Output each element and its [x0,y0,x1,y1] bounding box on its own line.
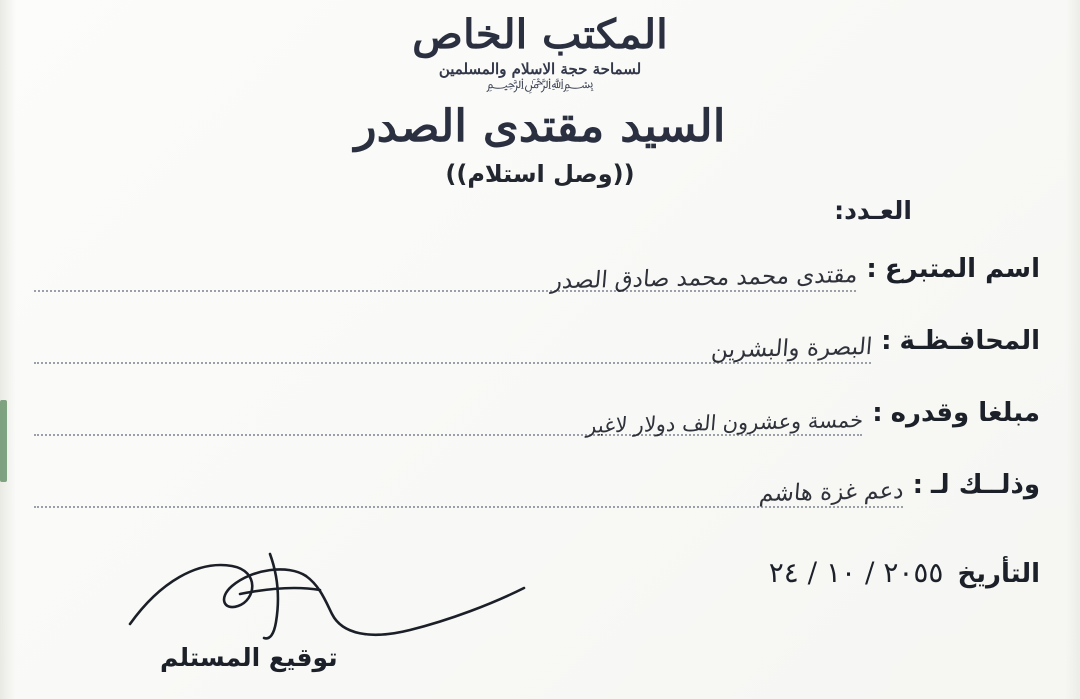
letterhead [0,11,1080,189]
field-value-governorate: البصرة والبشرين [710,333,874,364]
field-colon-donor-name: : [866,254,877,284]
field-row-governorate [0,324,1080,396]
field-label-governorate: المحافـظـة [899,326,1040,356]
field-label-amount: مبلغا وقدره [890,398,1040,428]
field-row-donor-name [0,252,1080,324]
field-value-amount: خمسة وعشرون الف دولار لاغير [585,407,865,438]
document-number-label: العـدد: [834,196,912,225]
field-label-donor-name: اسم المتبرع [884,254,1040,284]
field-colon-purpose: : [912,470,924,500]
field-row-amount [0,396,1080,468]
letterhead-line-2: لسماحة حجة الاسلام والمسلمين [438,60,642,78]
fields-list [0,252,1080,540]
field-row-purpose [0,468,1080,540]
field-fill-governorate [34,324,874,370]
field-colon-governorate: : [881,326,892,356]
field-fill-purpose [34,468,903,514]
document-type-title: ((وصل استلام)) [445,160,635,189]
date-label: التأريخ [957,559,1040,589]
date-row [769,556,1040,589]
handwritten-signature-icon [120,536,540,656]
basmala-ornament-icon: ﷽ [486,75,594,91]
document-number-row [782,196,912,225]
letterhead-line-1: المكتب الخاص [412,11,668,58]
letterhead-line-3: السيد مقتدى الصدر [354,101,726,152]
field-fill-amount [34,396,865,442]
field-value-donor-name: مقتدى محمد محمد صادق الصدر [550,261,859,295]
signature-label: توقيع المستلم [160,643,338,672]
field-label-purpose: وذلــك لـ [931,470,1040,500]
date-value: ٢٠٥٥ / ١٠ / ٢٤ [768,556,944,589]
field-fill-donor-name [34,252,859,298]
signature-area [120,536,540,676]
field-colon-amount: : [872,398,883,428]
field-value-purpose: دعم غزة هاشم [758,477,905,508]
